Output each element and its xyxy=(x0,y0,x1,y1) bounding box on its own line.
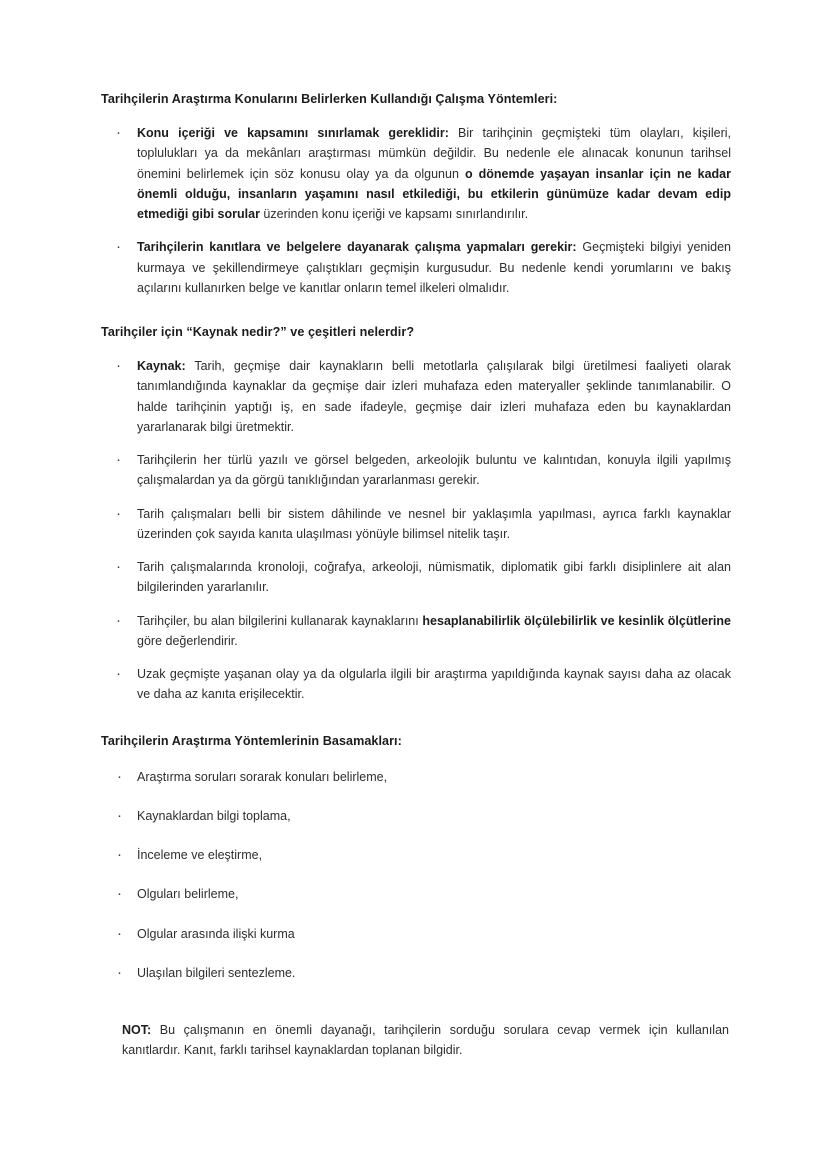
heading-source: Tarihçiler için “Kaynak nedir?” ve çeşitleri nelerdir? xyxy=(101,325,415,339)
bullet-emphasis-text: hesaplanabilirlik ölçülebilirlik ve kesinlik ölçütlerine xyxy=(422,613,731,628)
list-item: · Ulaşılan bilgileri sentezleme. xyxy=(115,963,731,983)
list-item xyxy=(114,237,731,298)
list-item: · Olguları belirleme, xyxy=(115,884,731,904)
note-text: Bu çalışmanın en önemli dayanağı, tarihçilerin sorduğu sorulara cevap vermek için kullanılan kanıtlardır. Kanıt, farklı tarihsel kaynaklardan toplanan bilgidir. xyxy=(122,1023,729,1058)
list-item xyxy=(114,664,731,705)
steps-bullet-list xyxy=(101,767,731,984)
list-item xyxy=(114,123,731,224)
list-item xyxy=(114,504,731,545)
list-item: · Araştırma soruları sorarak konuları belirleme, xyxy=(115,767,731,787)
list-item: · İnceleme ve eleştirme, xyxy=(115,845,731,865)
bullet-tail-text: göre değerlendirir. xyxy=(137,633,238,648)
bullet-emphasis-text: o dönemde yaşayan insanlar için ne kadar önemli olduğu, insanların yaşamını nasıl etkilediği, bu etkilerin günümüze kadar devam edip etmediği gibi sorular xyxy=(137,166,731,221)
bullet-lead-text: Kaynak: xyxy=(137,359,186,373)
bullet-tail-text: üzerinden konu içeriği ve kapsamı sınırlandırılır. xyxy=(259,207,529,221)
bullet-body-text: Geçmişteki bilgiyi yeniden kurmaya ve şekillendirmeye çalıştıkları geçmişin kurgusudur. Bu nedenle kendi yorumlarını ve bakış açılarını kullanırken belge ve kanıtlar onların temel ilkeleri olmalıdır. xyxy=(137,240,731,295)
bullet-body-text: Tarihçiler, bu alan bilgilerini kullanarak kaynaklarını xyxy=(137,613,423,628)
bullet-body-text: Uzak geçmişte yaşanan olay ya da olgularla ilgili bir araştırma yapıldığında kaynak sayısı daha az olacak ve daha az kanıta erişilecektir. xyxy=(137,667,731,702)
list-item: · Olgular arasında ilişki kurma xyxy=(115,924,731,944)
bullet-lead-text: Konu içeriği ve kapsamını sınırlamak gereklidir: xyxy=(137,126,449,140)
note-label: NOT: xyxy=(122,1023,152,1037)
bullet-body-text: Bir tarihçinin geçmişteki tüm olayları, kişileri, toplulukları ya da mekânları araştırması mümkün değildir. Bu nedenle ele alınacak konunun tarihsel önemini belirlemek için söz konusu olay ya da olgunun xyxy=(137,126,731,181)
heading-methods: Tarihçilerin Araştırma Konularını Belirlerken Kullandığı Çalışma Yöntemleri: xyxy=(101,92,558,106)
list-item xyxy=(114,611,731,652)
note-paragraph xyxy=(122,1020,731,1061)
list-item: · Kaynaklardan bilgi toplama, xyxy=(115,806,731,826)
source-bullet-list xyxy=(101,356,731,705)
bullet-body-text: Tarih çalışmalarında kronoloji, coğrafya, arkeoloji, nümismatik, diplomatik gibi farklı disiplinlere ait alan bilgilerinden yararlanılır. xyxy=(137,560,731,595)
bullet-body-text: Tarih, geçmişe dair kaynakların belli metotlarla çalışılarak bilgi üretilmesi faaliyeti olarak tanımlandığında kaynaklar da geçmişe dair izleri muhafaza eden materyaller şeklinde tanımlanabilir. O halde tarihçinin yaptığı iş, en sade ifadeyle, geçmişe dair izleri muhafaza eden bu kaynaklardan yararlanarak bilgi üretmektir. xyxy=(137,359,731,434)
list-item xyxy=(114,450,731,491)
heading-steps: Tarihçilerin Araştırma Yöntemlerinin Basamakları: xyxy=(101,733,402,748)
list-item xyxy=(114,557,731,598)
methods-bullet-list xyxy=(101,123,731,298)
bullet-body-text: Tarihçilerin her türlü yazılı ve görsel belgeden, arkeolojik buluntu ve kalıntıdan, konuyla ilgili yapılmış çalışmalardan ya da görgü tanıklığından yararlanması gerekir. xyxy=(137,453,731,488)
list-item xyxy=(114,356,731,437)
bullet-lead-text: Tarihçilerin kanıtlara ve belgelere dayanarak çalışma yapmaları gerekir: xyxy=(137,240,577,255)
bullet-body-text: Tarih çalışmaları belli bir sistem dâhilinde ve nesnel bir yaklaşımla yapılması, ayrıca farklı kaynaklar üzerinden çok sayıda kanıta ulaşılması yönüyle bilimsel nitelik taşır. xyxy=(137,506,731,541)
